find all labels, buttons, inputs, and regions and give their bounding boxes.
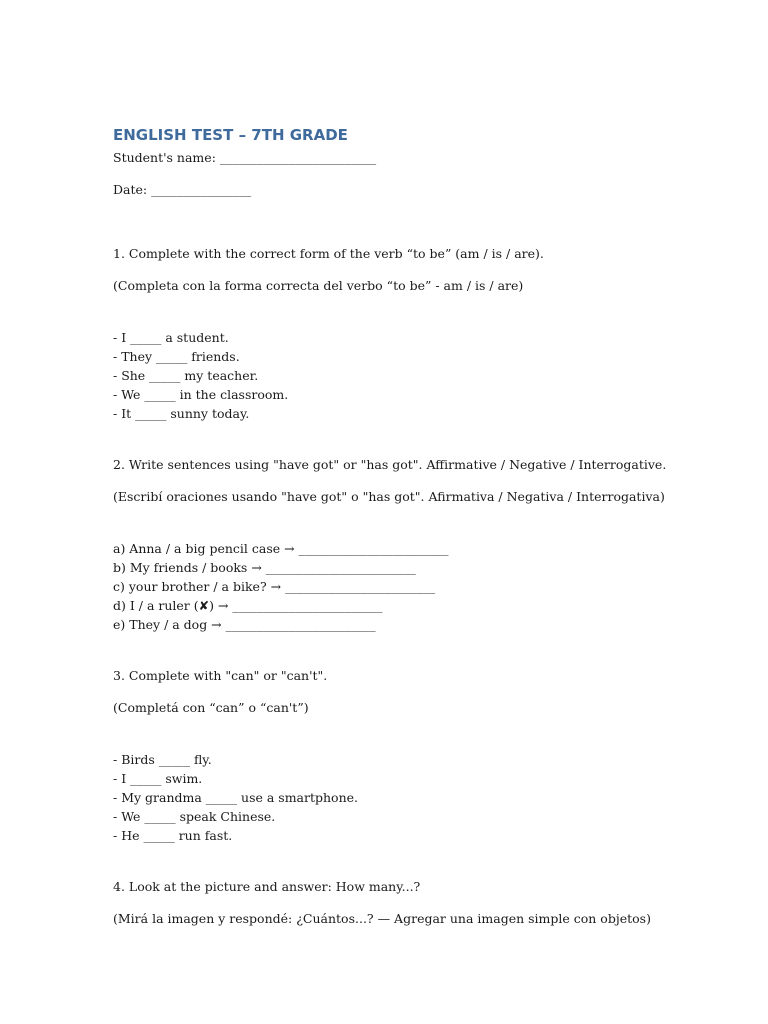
section-1-instruction: 1. Complete with the correct form of the verb “to be” (am / is / are). [113, 246, 544, 261]
section-2-item: b) My friends / books → ________________________ [113, 560, 416, 575]
section-1-translation: (Completa con la forma correcta del verbo “to be” - am / is / are) [113, 278, 524, 293]
section-1-item: - We _____ in the classroom. [113, 387, 289, 402]
date-field: Date: ________________ [113, 182, 252, 197]
section-3-item: - I _____ swim. [113, 771, 203, 786]
section-2-item: a) Anna / a big pencil case → ________________________ [113, 541, 449, 556]
student-name-field: Student's name: _________________________ [113, 150, 377, 165]
section-3-item: - We _____ speak Chinese. [113, 809, 276, 824]
section-3-translation: (Completá con “can” o “can't”) [113, 700, 309, 715]
section-3-item: - Birds _____ fly. [113, 752, 212, 767]
section-3-item: - He _____ run fast. [113, 828, 233, 843]
section-2-item: e) They / a dog → ________________________ [113, 617, 376, 632]
section-1-item: - She _____ my teacher. [113, 368, 259, 383]
section-4-instruction: 4. Look at the picture and answer: How many...? [113, 879, 421, 894]
section-1-item: - They _____ friends. [113, 349, 240, 364]
section-2-instruction: 2. Write sentences using "have got" or "has got". Affirmative / Negative / Interrogative. [113, 457, 667, 472]
section-2-item: d) I / a ruler (✘) → ________________________ [113, 598, 383, 613]
page-title: ENGLISH TEST – 7TH GRADE [113, 126, 348, 144]
section-1-item: - It _____ sunny today. [113, 406, 250, 421]
section-4-translation: (Mirá la imagen y respondé: ¿Cuántos...? — Agregar una imagen simple con objetos) [113, 911, 651, 926]
section-3-instruction: 3. Complete with "can" or "can't". [113, 668, 328, 683]
section-3-item: - My grandma _____ use a smartphone. [113, 790, 358, 805]
section-1-item: - I _____ a student. [113, 330, 229, 345]
section-2-translation: (Escribí oraciones usando "have got" o "has got". Afirmativa / Negativa / Interrogativa) [113, 489, 665, 504]
section-2-item: c) your brother / a bike? → ________________________ [113, 579, 436, 594]
